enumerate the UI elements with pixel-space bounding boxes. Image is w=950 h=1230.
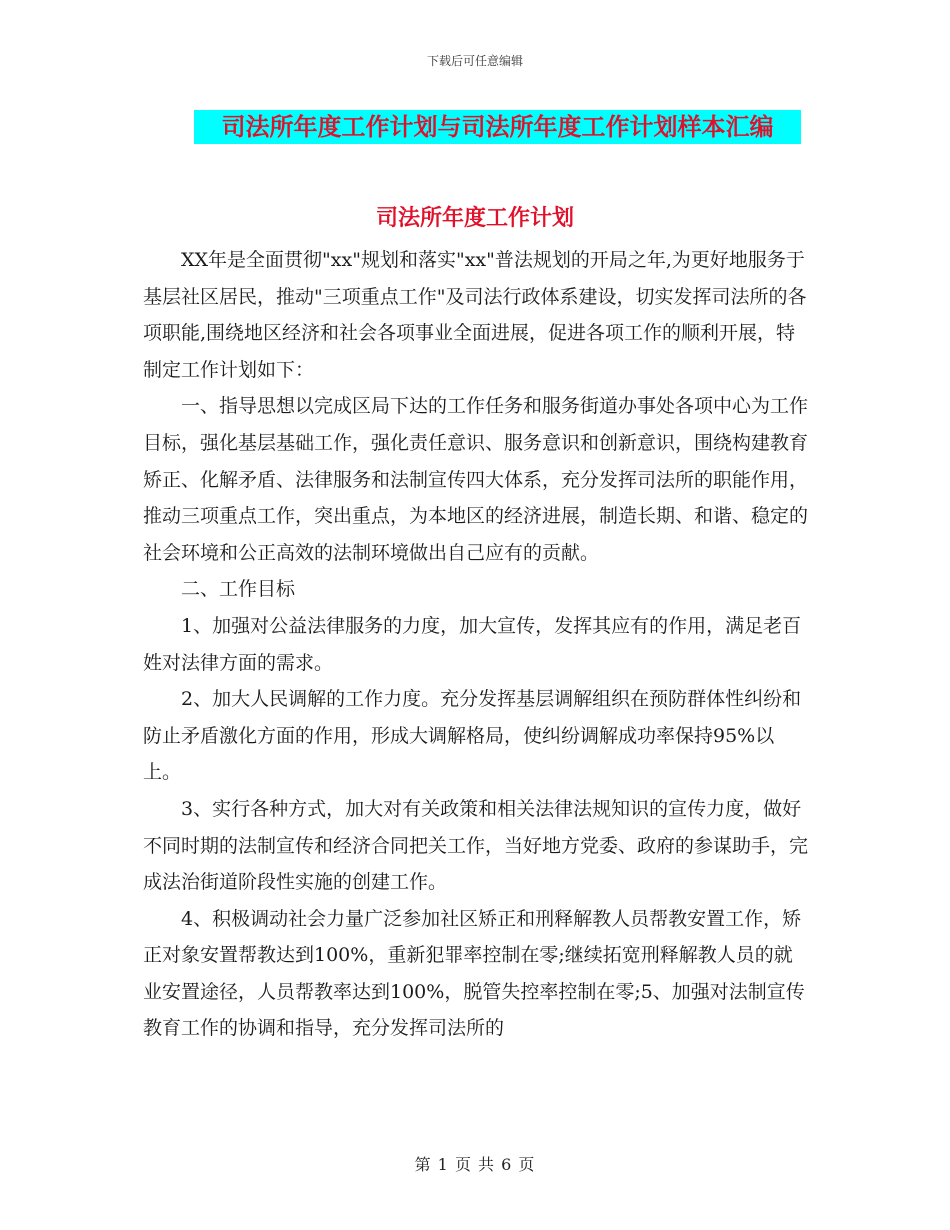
paragraph-intro: XX年是全面贯彻"xx"规划和落实"xx"普法规划的开局之年,为更好地服务于基层社区居民，推动"三项重点工作"及司法行政体系建设，切实发挥司法所的各项职能,围绕地区经济和社会各项事业全面进展，促进各项工作的顺利开展，特制定工作计划如下： — [143, 249, 807, 381]
body-text — [143, 242, 810, 1047]
paragraph-work-goals-heading: 二、工作目标 — [181, 578, 296, 601]
paragraph-goal-2: 2、加大人民调解的工作力度。充分发挥基层调解组织在预防群体性纠纷和防止矛盾激化方面的作用，形成大调解格局，使纠纷调解成功率保持95%以上。 — [143, 688, 802, 784]
document-title: 司法所年度工作计划与司法所年度工作计划样本汇编 — [194, 110, 801, 144]
paragraph-guiding-ideology: 一、指导思想以完成区局下达的工作任务和服务街道办事处各项中心为工作目标，强化基层基础工作，强化责任意识、服务意识和创新意识，围绕构建教育矫正、化解矛盾、法律服务和法制宣传四大体系，充分发挥司法所的职能作用，推动三项重点工作，突出重点，为本地区的经济进展，制造长期、和谐、稳定的社会环境和公正高效的法制环境做出自己应有的贡献。 — [143, 395, 809, 564]
paragraph-goal-4: 4、积极调动社会力量广泛参加社区矫正和刑释解教人员帮教安置工作，矫正对象安置帮教达到100%，重新犯罪率控制在零;继续拓宽刑释解教人员的就业安置途径，人员帮教率达到100%，脱管失控率控制在零;5、加强对法制宣传教育工作的协调和指导，充分发挥司法所的 — [143, 907, 805, 1040]
section-title: 司法所年度工作计划 — [375, 205, 574, 231]
page-footer: 第 1 页 共 6 页 — [414, 1155, 536, 1174]
paragraph-goal-3: 3、实行各种方式，加大对有关政策和相关法律法规知识的宣传力度，做好不同时期的法制宣传和经济合同把关工作，当好地方党委、政府的参谋助手，完成法治街道阶段性实施的创建工作。 — [143, 797, 809, 894]
paragraph-goal-1: 1、加强对公益法律服务的力度，加大宣传，发挥其应有的作用，满足老百姓对法律方面的需求。 — [143, 614, 802, 674]
header-note: 下载后可任意编辑 — [426, 54, 523, 68]
